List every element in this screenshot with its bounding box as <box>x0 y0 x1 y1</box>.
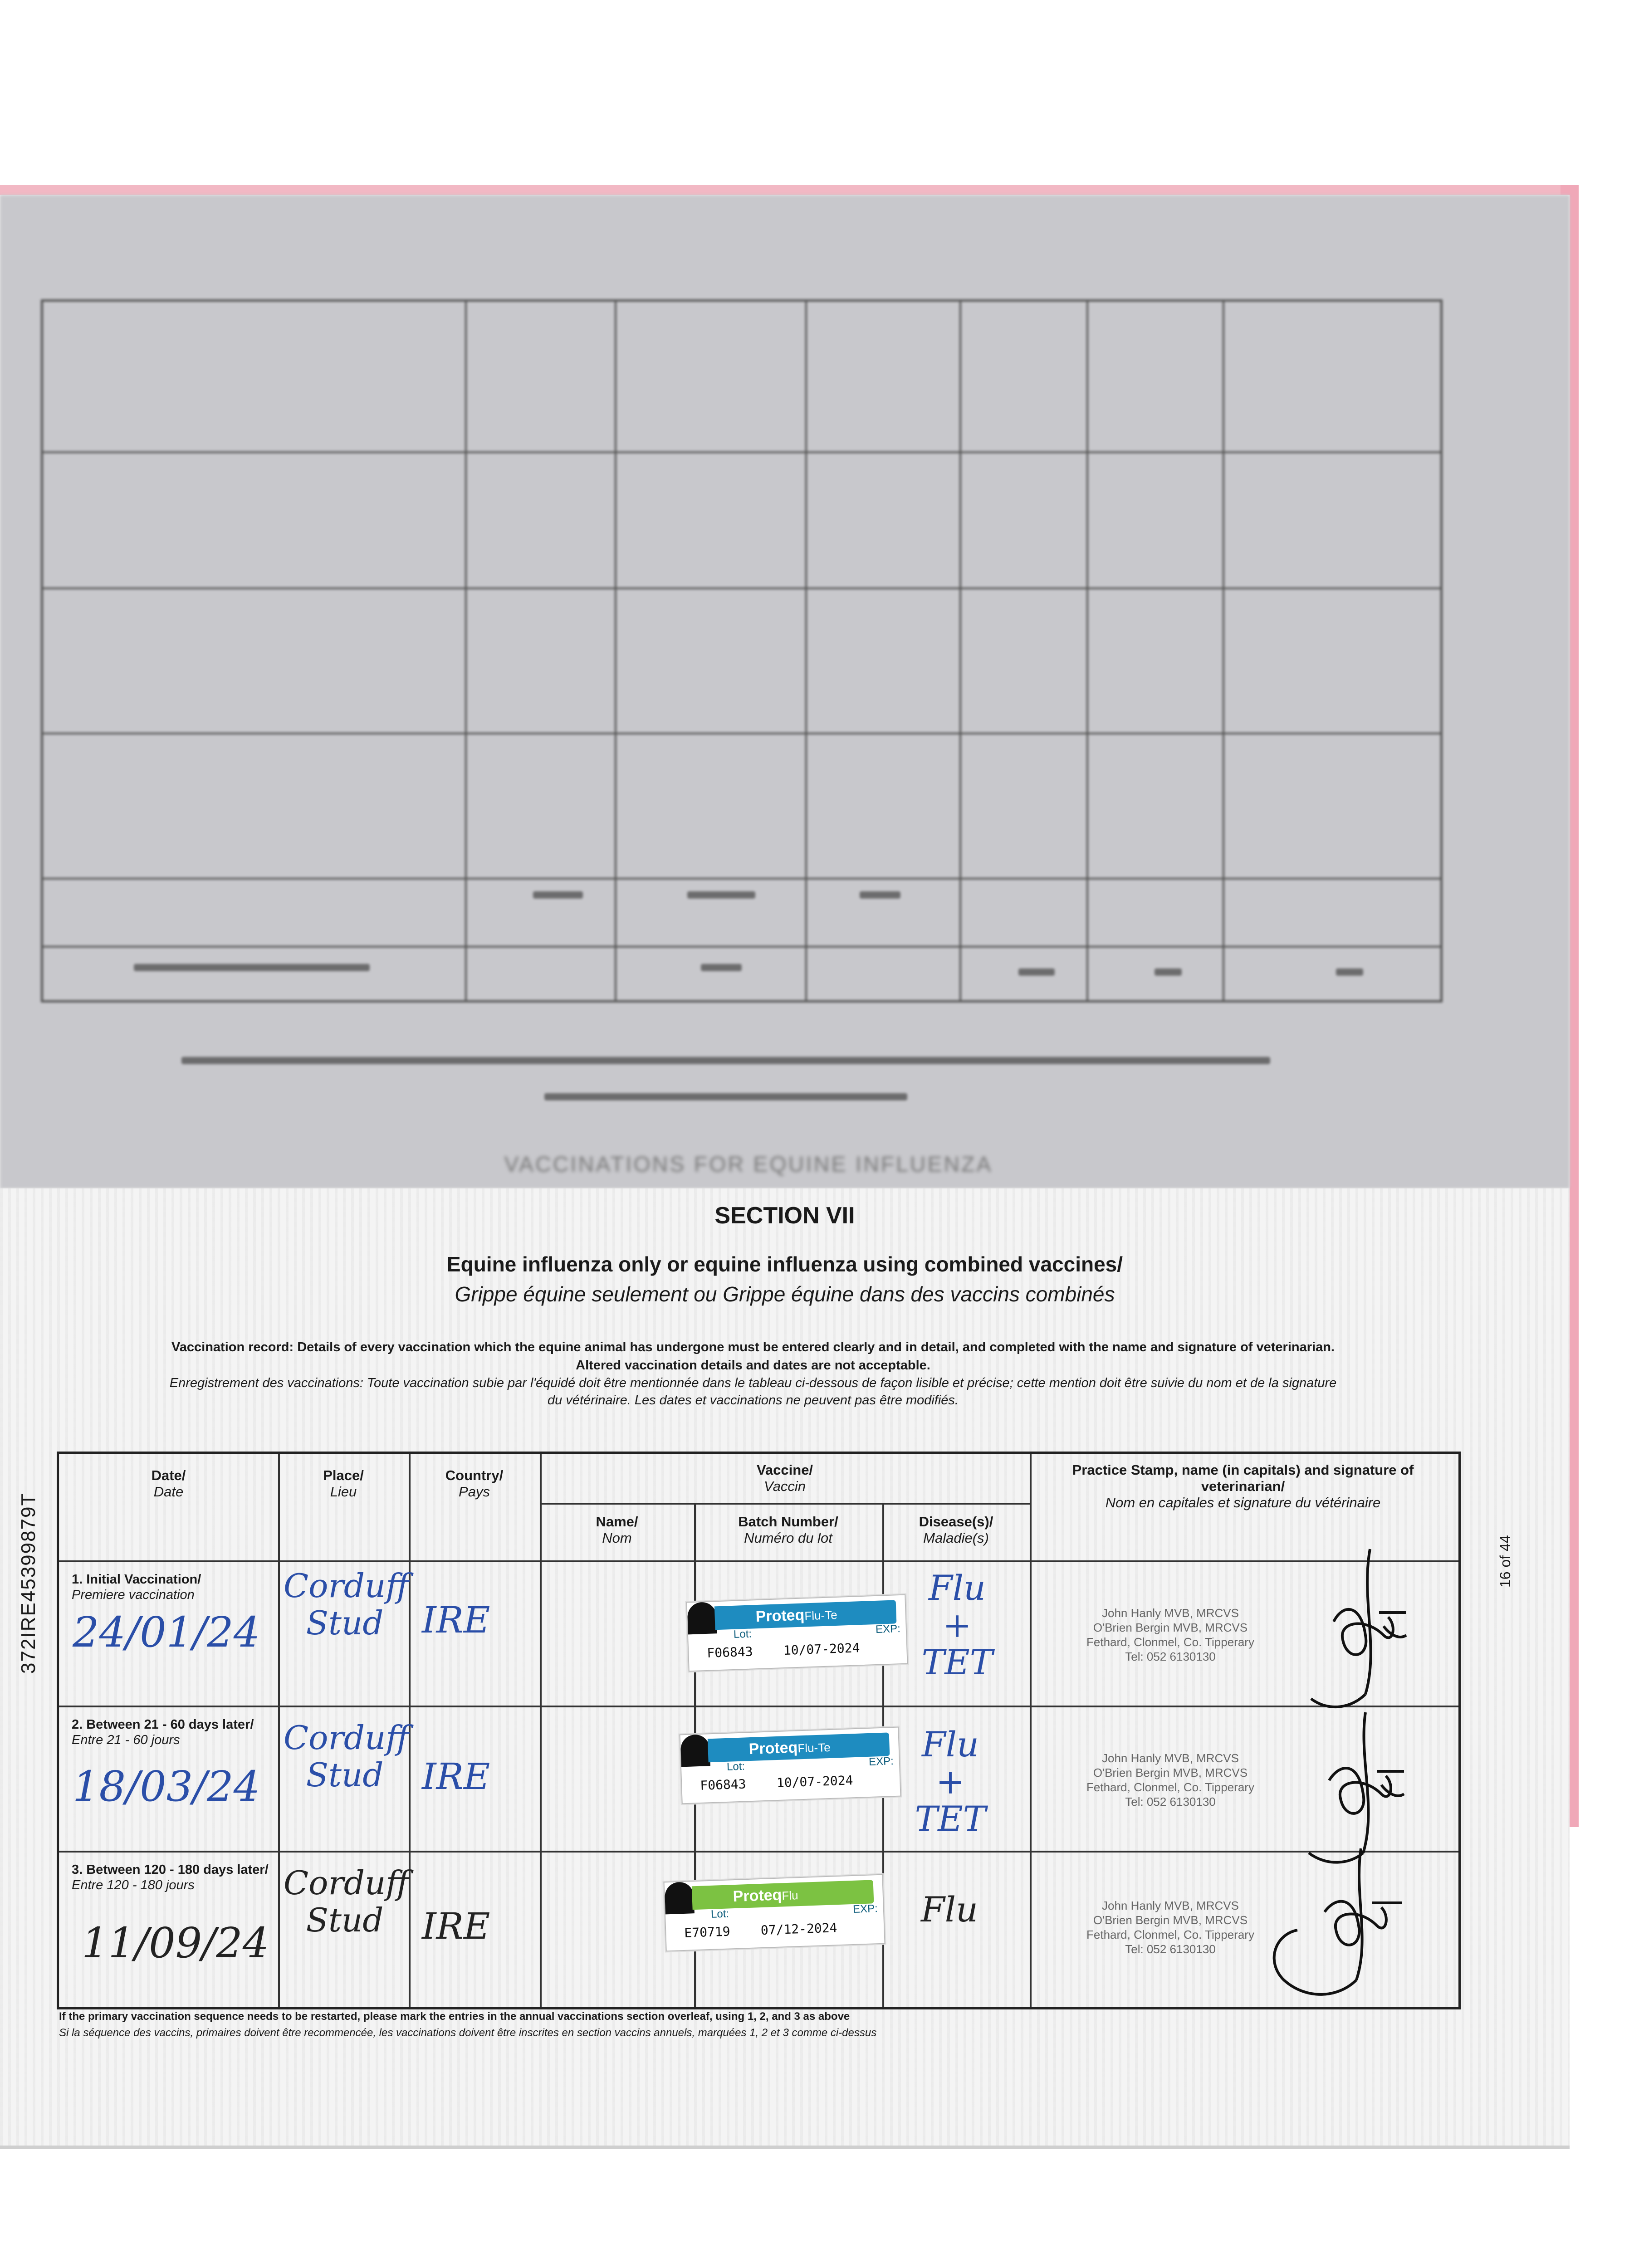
header-disease-fr: Maladie(s) <box>923 1530 989 1546</box>
header-name <box>540 1514 694 1546</box>
stamp-line: John Hanly MVB, MRCVS <box>1102 1899 1239 1912</box>
ghost-line <box>43 946 1440 948</box>
header-disease <box>882 1514 1030 1546</box>
vaccine-brand-name: Proteq <box>749 1739 798 1758</box>
section-title: SECTION VII <box>714 1202 855 1229</box>
row-divider <box>59 1851 1458 1853</box>
expiry-date: 10/07-2024 <box>783 1640 860 1658</box>
row-3-disease: Flu <box>921 1889 978 1930</box>
header-batch-en: Batch Number/ <box>738 1514 838 1530</box>
lot-label: Lot: <box>710 1907 729 1921</box>
header-place <box>278 1467 409 1500</box>
ghost-line <box>805 302 807 1000</box>
batch-number: F06843 <box>700 1776 747 1793</box>
ghost-text <box>687 891 755 899</box>
header-country <box>409 1467 540 1500</box>
stamp-line: Fethard, Clonmel, Co. Tipperary <box>1086 1635 1254 1649</box>
ghost-text <box>1018 968 1055 976</box>
row-3-label <box>72 1862 271 1893</box>
stamp-line: Tel: 052 6130130 <box>1125 1795 1216 1809</box>
stamp-line: O'Brien Bergin MVB, MRCVS <box>1093 1766 1248 1779</box>
row-2-label-en: 2. Between 21 - 60 days later/ <box>72 1717 254 1732</box>
row-1-date: 24/01/24 <box>73 1608 260 1657</box>
vaccine-brand-suffix: Flu <box>781 1888 799 1903</box>
row-3-signature-icon <box>1257 1844 1411 2007</box>
stamp-line: O'Brien Bergin MVB, MRCVS <box>1093 1621 1248 1634</box>
stamp-line: John Hanly MVB, MRCVS <box>1102 1606 1239 1620</box>
header-vaccine-fr: Vaccin <box>764 1478 806 1494</box>
ghost-text <box>544 1093 907 1100</box>
header-batch <box>694 1514 882 1546</box>
header-place-en: Place/ <box>323 1467 364 1483</box>
blurred-upper-page <box>0 195 1570 1188</box>
ghost-line <box>615 302 616 1000</box>
lot-label: Lot: <box>726 1760 745 1773</box>
row-3-practice-stamp <box>1052 1898 1288 1956</box>
record-en-line-1: Vaccination record: Details of every vaccination which the equine animal has undergone must be entered clearly and in detail, and completed with the name and signature of veterinarian. <box>171 1340 1335 1354</box>
col-divider <box>1030 1454 1032 2007</box>
batch-values <box>700 1773 853 1793</box>
vaccine-brand <box>714 1600 897 1630</box>
section-subtitle-en: Equine influenza only or equine influenza using combined vaccines/ <box>446 1252 1123 1276</box>
vaccine-brand <box>692 1880 874 1910</box>
stamp-line: John Hanly MVB, MRCVS <box>1102 1751 1239 1765</box>
row-1-country: IRE <box>422 1599 490 1641</box>
ghost-line <box>1223 302 1224 1000</box>
row-1-disease: Flu + TET <box>921 1568 993 1682</box>
ghost-line <box>959 302 961 1000</box>
expiry-date: 10/07-2024 <box>776 1773 853 1791</box>
lot-label: Lot: <box>733 1628 752 1641</box>
header-place-fr: Lieu <box>330 1484 357 1500</box>
row-divider <box>59 1706 1458 1707</box>
row-2-label <box>72 1717 271 1748</box>
header-disease-en: Disease(s)/ <box>919 1514 993 1530</box>
record-instructions-fr <box>64 1374 1443 1409</box>
header-veterinarian <box>1048 1462 1438 1511</box>
footer-note-en: If the primary vaccination sequence needs to be restarted, please mark the entries in the annual vaccinations section overleaf, using 1, 2, and 3 as above <box>59 2010 850 2023</box>
ghost-text <box>181 1057 1270 1064</box>
row-3-place: Corduff Stud <box>284 1864 409 1939</box>
header-vet-fr: Nom en capitales et signature du vétérinaire <box>1105 1495 1381 1510</box>
expiry-date: 07/12-2024 <box>760 1920 837 1938</box>
header-batch-fr: Numéro du lot <box>744 1530 832 1546</box>
header-date <box>59 1467 278 1500</box>
row-1-signature-icon <box>1275 1545 1411 1717</box>
vaccine-brand-name: Proteq <box>733 1886 782 1906</box>
stamp-line: Fethard, Clonmel, Co. Tipperary <box>1086 1780 1254 1794</box>
ghost-line <box>1086 302 1088 1000</box>
row-2-date: 18/03/24 <box>73 1762 260 1811</box>
ghost-line <box>43 733 1440 734</box>
row-1-label-en: 1. Initial Vaccination/ <box>72 1572 201 1587</box>
vaccination-table <box>57 1452 1461 2009</box>
row-2-practice-stamp <box>1052 1751 1288 1809</box>
col-divider <box>409 1454 411 2007</box>
ghost-line <box>43 451 1440 453</box>
ghost-line <box>465 302 467 1000</box>
row-2-batch-label <box>679 1727 901 1804</box>
header-vet-en: Practice Stamp, name (in capitals) and signature of veterinarian/ <box>1072 1462 1414 1494</box>
row-2-country: IRE <box>422 1755 490 1798</box>
row-1-practice-stamp <box>1052 1606 1288 1664</box>
ghost-text <box>1155 968 1182 976</box>
ghost-text <box>533 891 583 899</box>
col-divider <box>278 1454 280 2007</box>
stamp-line: Tel: 052 6130130 <box>1125 1942 1216 1956</box>
header-date-fr: Date <box>153 1484 184 1500</box>
row-3-date: 11/09/24 <box>82 1919 269 1967</box>
row-divider <box>59 1560 1458 1562</box>
row-2-label-fr: Entre 21 - 60 jours <box>72 1733 180 1747</box>
header-name-fr: Nom <box>602 1530 632 1546</box>
record-instructions-en <box>68 1338 1438 1374</box>
record-fr-line-1: Enregistrement des vaccinations: Toute vaccination subie par l'équidé doit être mentionnée dans le tableau ci-dessous de façon lisible et précise; cette mention doit être suivie du nom et de la signature <box>169 1376 1337 1390</box>
row-1-label-fr: Premiere vaccination <box>72 1588 195 1602</box>
row-divider <box>540 1503 1030 1505</box>
ghost-text <box>134 964 370 971</box>
header-country-en: Country/ <box>445 1467 504 1483</box>
vaccine-brand <box>708 1732 890 1762</box>
footer-note-fr: Si la séquence des vaccins, primaires doivent être recommencée, les vaccinations doivent être inscrites en section vaccins annuels, marquées 1, 2 et 3 comme ci-dessus <box>59 2027 877 2039</box>
ghost-text <box>860 891 900 899</box>
row-3-country: IRE <box>422 1905 490 1947</box>
header-vaccine <box>540 1462 1030 1495</box>
row-3-label-en: 3. Between 120 - 180 days later/ <box>72 1862 269 1877</box>
vaccine-logo-icon <box>687 1602 717 1634</box>
ghost-line <box>43 878 1440 880</box>
exp-label: EXP: <box>868 1755 894 1768</box>
record-en-line-2: Altered vaccination details and dates are not acceptable. <box>576 1358 930 1373</box>
vaccine-logo-icon <box>665 1882 695 1914</box>
ghost-line <box>43 587 1440 589</box>
row-3-label-fr: Entre 120 - 180 jours <box>72 1878 195 1892</box>
ghost-table <box>41 299 1443 1002</box>
vaccine-brand-name: Proteq <box>755 1606 805 1626</box>
row-1-batch-label <box>686 1594 908 1672</box>
header-country-fr: Pays <box>459 1484 490 1500</box>
exp-label: EXP: <box>852 1902 878 1916</box>
section-subtitle-fr: Grippe équine seulement ou Grippe équine dans des vaccins combinés <box>455 1282 1115 1306</box>
stamp-line: Tel: 052 6130130 <box>1125 1650 1216 1663</box>
row-3-batch-label <box>663 1874 885 1952</box>
vaccine-logo-icon <box>680 1734 710 1767</box>
record-fr-line-2: du vétérinaire. Les dates et vaccinations ne peuvent pas être modifiés. <box>548 1393 959 1408</box>
page-number: 16 of 44 <box>1497 1535 1513 1588</box>
row-2-place: Corduff Stud <box>284 1719 409 1794</box>
ghost-text <box>701 964 742 971</box>
batch-number: E70719 <box>684 1924 731 1941</box>
header-vaccine-en: Vaccine/ <box>756 1462 813 1478</box>
stamp-line: O'Brien Bergin MVB, MRCVS <box>1093 1913 1248 1927</box>
row-1-place: Corduff Stud <box>284 1567 409 1642</box>
exp-label: EXP: <box>875 1623 901 1636</box>
stamp-line: Fethard, Clonmel, Co. Tipperary <box>1086 1928 1254 1941</box>
passport-id: 372IRE45399879T <box>17 1492 39 1674</box>
row-1-label <box>72 1572 271 1603</box>
row-2-disease: Flu + TET <box>915 1724 986 1839</box>
batch-number: F06843 <box>706 1644 753 1661</box>
ghost-text <box>1336 968 1363 976</box>
vaccine-brand-suffix: Flu-Te <box>797 1740 831 1755</box>
batch-values <box>684 1920 837 1941</box>
vaccine-brand-suffix: Flu-Te <box>804 1608 838 1623</box>
header-date-en: Date/ <box>151 1467 186 1483</box>
batch-values <box>707 1640 860 1661</box>
header-name-en: Name/ <box>596 1514 638 1530</box>
bleed-through-heading: VACCINATIONS FOR EQUINE INFLUENZA <box>504 1153 993 1177</box>
